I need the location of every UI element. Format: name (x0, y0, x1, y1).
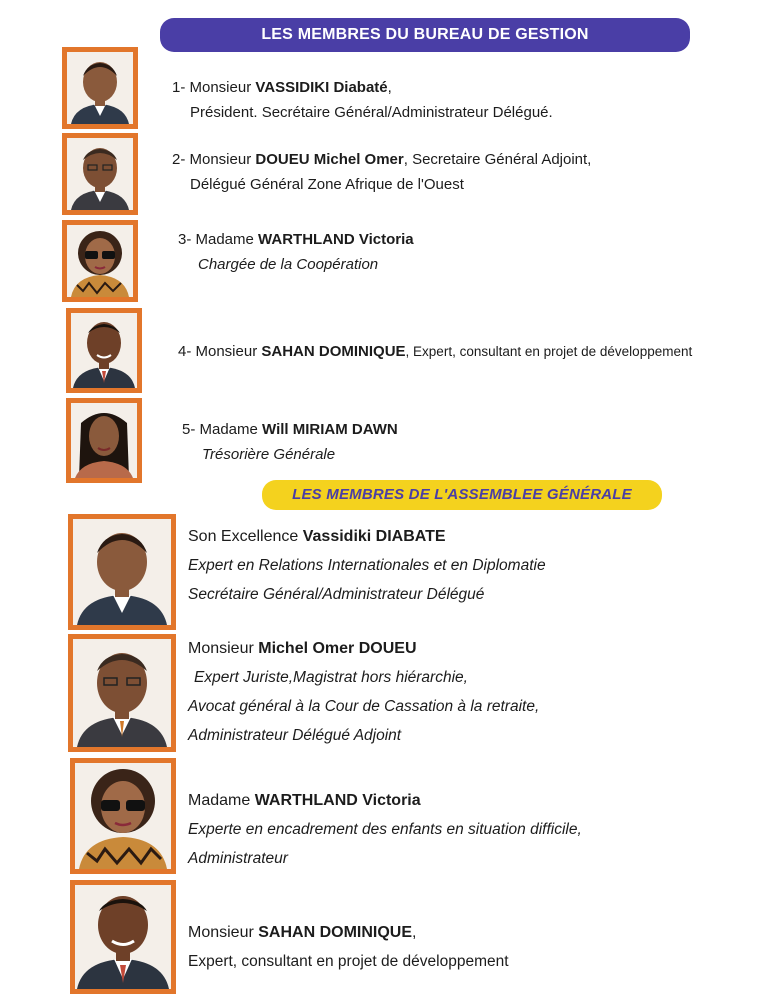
bureau-member-5-text (182, 417, 398, 467)
bureau-member-3-text (178, 227, 414, 277)
member-prefix: 4- Monsieur (178, 343, 262, 360)
member-prefix: 1- Monsieur (172, 79, 256, 96)
bureau-member-3-photo (62, 220, 138, 302)
member-name: DOUEU Michel Omer (255, 151, 404, 168)
member-role: Trésorière Générale (202, 446, 336, 463)
bureau-member-4-text (178, 339, 692, 364)
ag-member-3-text (188, 786, 582, 873)
portrait-woman-icon (75, 763, 171, 869)
member-role: Président. Secrétaire Général/Administrateur Délégué. (190, 104, 553, 121)
member-role-line: Avocat général à la Cour de Cassation à la retraite, (188, 698, 540, 715)
member-name: SAHAN DOMINIQUE (261, 343, 406, 360)
bureau-member-2-photo (62, 133, 138, 215)
member-role-line: Expert en Relations Internationales et en Diplomatie (188, 557, 546, 574)
ag-member-4-photo (70, 880, 176, 994)
member-name: Will MIRIAM DAWN (262, 421, 398, 438)
bureau-member-4-photo (66, 308, 142, 393)
member-role-line: Expert Juriste,Magistrat hors hiérarchie, (194, 669, 468, 686)
portrait-man-icon (71, 313, 137, 388)
member-prefix: Monsieur (188, 924, 259, 941)
portrait-woman-icon (67, 225, 133, 297)
member-role-line: Expert, consultant en projet de développement (188, 953, 509, 970)
member-name: Vassidiki DIABATE (302, 528, 446, 545)
bureau-section-banner: LES MEMBRES DU BUREAU DE GESTION (160, 18, 690, 52)
portrait-man-icon (73, 639, 171, 747)
ag-member-1-text (188, 522, 546, 609)
member-role: Délégué Général Zone Afrique de l'Ouest (190, 176, 464, 193)
member-name: Michel Omer DOUEU (258, 640, 417, 657)
member-role-line: Administrateur Délégué Adjoint (188, 727, 402, 744)
member-name: SAHAN DOMINIQUE (258, 924, 413, 941)
portrait-woman-icon (71, 403, 137, 478)
member-suffix: , (412, 924, 417, 941)
member-role-line: Secrétaire Général/Administrateur Délégué (188, 586, 485, 603)
portrait-man-icon (67, 138, 133, 210)
ag-member-3-photo (70, 758, 176, 874)
member-role-line: Administrateur (188, 850, 288, 867)
member-role: Chargée de la Coopération (198, 256, 379, 273)
member-name: WARTHLAND Victoria (258, 231, 414, 248)
bureau-member-2-text (172, 147, 591, 197)
assemblee-section-banner: LES MEMBRES DE L'ASSEMBLEE GÉNÉRALE (262, 480, 662, 510)
portrait-man-icon (75, 885, 171, 989)
member-suffix: , Expert, consultant en projet de développement (405, 344, 693, 359)
ag-member-2-photo (68, 634, 176, 752)
bureau-member-1-text (172, 75, 553, 125)
member-suffix: , (387, 79, 392, 96)
ag-member-4-text (188, 918, 509, 976)
ag-member-2-text (188, 634, 539, 750)
member-prefix: 2- Monsieur (172, 151, 256, 168)
portrait-man-icon (67, 52, 133, 124)
member-prefix: 3- Madame (178, 231, 259, 248)
member-name: VASSIDIKI Diabaté (255, 79, 388, 96)
member-prefix: Monsieur (188, 640, 259, 657)
member-role-line: Experte en encadrement des enfants en situation difficile, (188, 821, 582, 838)
bureau-member-1-photo (62, 47, 138, 129)
member-prefix: Son Excellence (188, 528, 303, 545)
member-name: WARTHLAND Victoria (254, 792, 421, 809)
portrait-man-icon (73, 519, 171, 625)
ag-member-1-photo (68, 514, 176, 630)
member-prefix: 5- Madame (182, 421, 263, 438)
member-prefix: Madame (188, 792, 255, 809)
bureau-member-5-photo (66, 398, 142, 483)
member-suffix: , Secretaire Général Adjoint, (403, 151, 592, 168)
